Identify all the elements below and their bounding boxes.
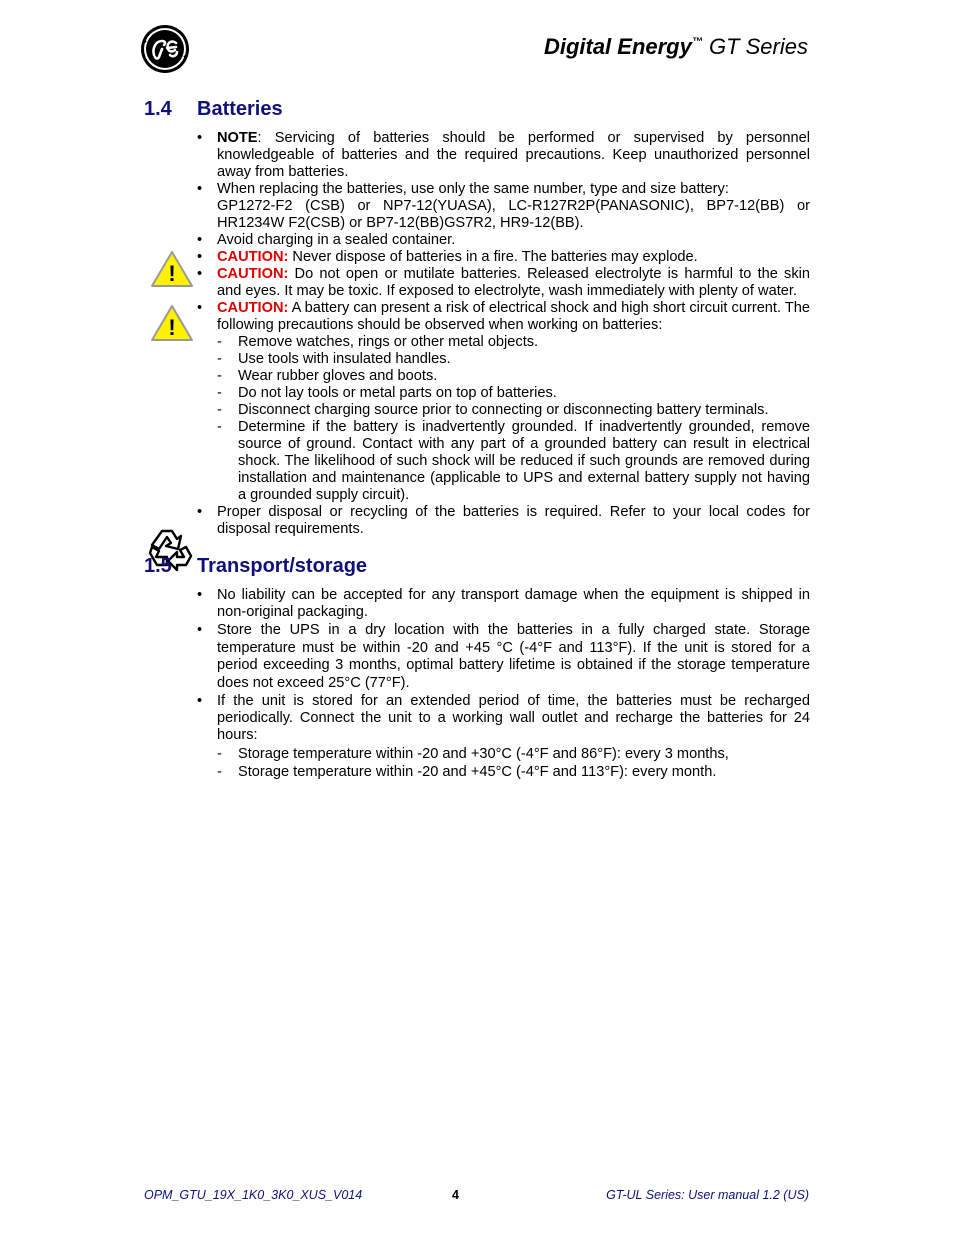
battery-models: GP1272-F2 (CSB) or NP7-12(YUASA), LC-R127R2P(PANASONIC), BP7-12(BB) or HR1234W F2(CSB) or BP7-12(BB)GS7R2, HR9-12(BB). xyxy=(217,198,810,231)
trademark-symbol: ™ xyxy=(691,36,703,48)
schedule-text: Storage temperature within -20 and +30°C (-4°F and 86°F): every 3 months, xyxy=(238,746,729,762)
schedule-item xyxy=(217,763,810,781)
dash: - xyxy=(217,402,222,418)
section-title: Transport/storage xyxy=(197,555,368,577)
dash: - xyxy=(217,368,222,384)
precaution-item xyxy=(217,385,810,402)
bullet: • xyxy=(197,300,203,316)
list-item xyxy=(144,504,810,538)
warning-mark: ! xyxy=(168,315,176,340)
precaution-item xyxy=(217,351,810,368)
brand-series: GT Series xyxy=(702,34,808,59)
transport-list xyxy=(144,587,810,781)
bullet: • xyxy=(197,622,203,638)
section-number: 1.4 xyxy=(144,98,172,120)
list-item xyxy=(144,232,810,249)
caution-label: CAUTION: xyxy=(217,249,289,265)
bullet: • xyxy=(197,504,203,520)
precaution-text: Do not lay tools or metal parts on top of batteries. xyxy=(238,385,557,401)
brand-title xyxy=(544,34,808,60)
bullet: • xyxy=(197,266,203,282)
section-title: Batteries xyxy=(197,98,283,120)
warning-mark: ! xyxy=(168,261,176,286)
list-item xyxy=(144,300,810,504)
bullet: • xyxy=(197,130,203,146)
recharge-paragraph xyxy=(144,693,810,744)
bullet: • xyxy=(197,249,203,265)
list-item xyxy=(144,693,810,781)
precaution-text: Disconnect charging source prior to connecting or disconnecting battery terminals. xyxy=(238,402,769,418)
precaution-item xyxy=(217,334,810,351)
item-text: When replacing the batteries, use only the same number, type and size battery: xyxy=(217,181,729,197)
dash: - xyxy=(217,334,222,350)
page-number: 4 xyxy=(452,1188,459,1202)
bullet: • xyxy=(197,181,203,197)
list-item xyxy=(144,622,810,692)
page-content xyxy=(144,94,810,781)
caution-label: CAUTION: xyxy=(217,266,289,282)
precaution-item xyxy=(217,368,810,385)
precaution-text: Use tools with insulated handles. xyxy=(238,351,451,367)
section-number: 1.5 xyxy=(144,555,172,577)
precaution-item xyxy=(217,402,810,419)
list-item xyxy=(144,249,810,266)
footer-manual-title: GT-UL Series: User manual 1.2 (US) xyxy=(606,1188,809,1202)
batteries-list xyxy=(144,130,810,538)
item-text: No liability can be accepted for any transport damage when the equipment is shipped in non-original packaging. xyxy=(217,587,810,620)
list-item xyxy=(144,587,810,621)
schedule-text: Storage temperature within -20 and +45°C (-4°F and 113°F): every month. xyxy=(238,764,717,780)
list-item xyxy=(144,266,810,300)
item-text: Store the UPS in a dry location with the batteries in a fully charged state. Storage temperature must be within -20 and +45 °C (-4°F and 113°F). If the unit is stored for a period exceeding 3 months, optimal battery lifetime is obtained if the storage temperature does not exceed 25°C (77°F). xyxy=(217,622,810,691)
precaution-text: Wear rubber gloves and boots. xyxy=(238,368,438,384)
list-item xyxy=(144,130,810,181)
precaution-text: Determine if the battery is inadvertently grounded. If inadvertently grounded, remove source of ground. Contact with any part of a grounded battery can result in electrical shock. The likelihood of such shock will be reduced if such grounds are removed during installation and maintenance (applicable to UPS and external battery supply not having a grounded supply circuit). xyxy=(238,419,810,503)
dash: - xyxy=(217,419,222,435)
bullet: • xyxy=(197,693,203,709)
precaution-item xyxy=(217,419,810,504)
dash: - xyxy=(217,764,222,780)
item-text: If the unit is stored for an extended period of time, the batteries must be recharged periodically. Connect the unit to a working wall outlet and recharge the batteries for 24 hours: xyxy=(217,693,810,743)
item-text: Avoid charging in a sealed container. xyxy=(217,232,456,248)
ge-logo-icon xyxy=(140,24,190,74)
brand-bold: Digital Energy xyxy=(543,34,692,59)
dash: - xyxy=(217,746,222,762)
item-text: Do not open or mutilate batteries. Released electrolyte is harmful to the skin and eyes. It may be toxic. If exposed to electrolyte, wash immediately with plenty of water. xyxy=(217,266,810,299)
bullet: • xyxy=(197,587,203,603)
item-text: A battery can present a risk of electrical shock and high short circuit current. The following precautions should be observed when working on batteries: xyxy=(217,300,810,333)
caution-label: CAUTION: xyxy=(217,300,289,316)
item-text: Never dispose of batteries in a fire. The batteries may explode. xyxy=(288,249,698,265)
item-text: : Servicing of batteries should be performed or supervised by personnel knowledgeable of batteries and the required precautions. Keep unauthorized personnel away from batteries. xyxy=(217,130,810,180)
footer-document-code: OPM_GTU_19X_1K0_3K0_XUS_V014 xyxy=(144,1188,363,1202)
section-heading-batteries xyxy=(144,94,810,124)
caution-paragraph xyxy=(144,300,810,334)
dash: - xyxy=(217,351,222,367)
precaution-text: Remove watches, rings or other metal objects. xyxy=(238,334,539,350)
dash: - xyxy=(217,385,222,401)
bullet: • xyxy=(197,232,203,248)
note-label: NOTE xyxy=(217,130,258,146)
precautions-list xyxy=(217,334,810,504)
section-heading-transport xyxy=(144,551,810,581)
recharge-schedule xyxy=(217,745,810,781)
schedule-item xyxy=(217,745,810,763)
item-text: Proper disposal or recycling of the batteries is required. Refer to your local codes for disposal requirements. xyxy=(217,504,810,537)
list-item xyxy=(144,181,810,232)
